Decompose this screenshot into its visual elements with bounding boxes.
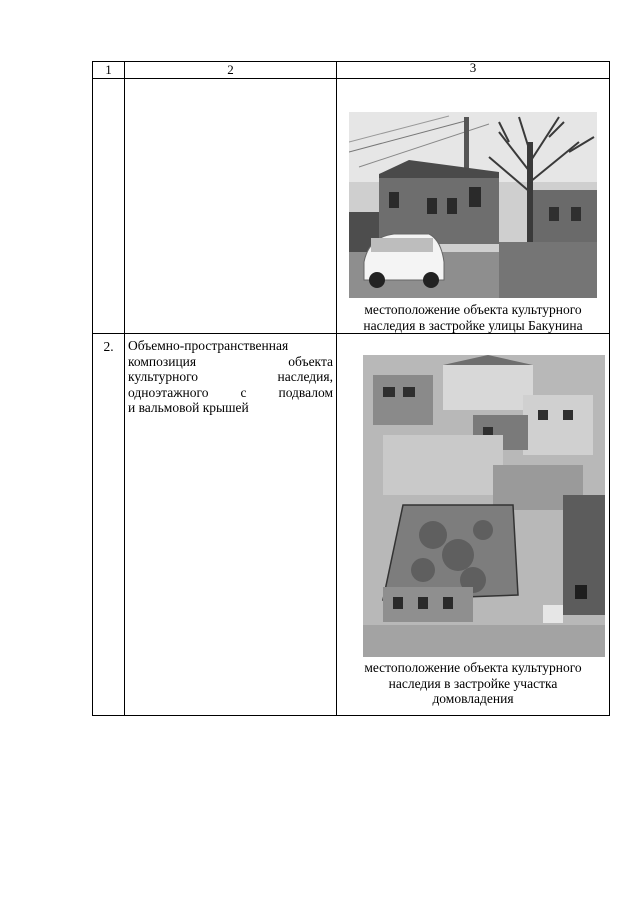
description-line: культурного наследия, [128, 369, 333, 384]
row-description [125, 334, 337, 716]
description-line: одноэтажного с подвалом [128, 384, 333, 400]
caption-line: наследия в застройке улицы Бакунина [363, 317, 583, 333]
caption-line: местоположение объекта культурного [364, 660, 582, 675]
row-description [125, 79, 337, 334]
row-number [93, 79, 125, 334]
table-row [93, 79, 610, 334]
photo-caption [337, 302, 609, 333]
street-photo-icon [349, 112, 597, 298]
row-number: 2. [93, 334, 125, 716]
header-col-2: 2 [125, 62, 337, 79]
photo-cell [337, 79, 610, 334]
description-line: Объемно-пространственная [128, 338, 289, 353]
description-line: композиция объекта [128, 353, 333, 369]
header-col-1: 1 [93, 62, 125, 79]
description-line: и вальмовой крышей [128, 400, 249, 415]
caption-line: местоположение объекта культурного [364, 302, 582, 317]
photo-cell [337, 334, 610, 716]
header-col-3: 3 [337, 62, 610, 79]
table-header-row [93, 62, 610, 79]
aerial-photo-icon [363, 355, 605, 657]
heritage-table [92, 61, 610, 716]
caption-line: наследия в застройке участка [388, 675, 558, 691]
caption-line: домовладения [432, 691, 514, 706]
photo-caption [337, 660, 609, 707]
table-row [93, 334, 610, 716]
